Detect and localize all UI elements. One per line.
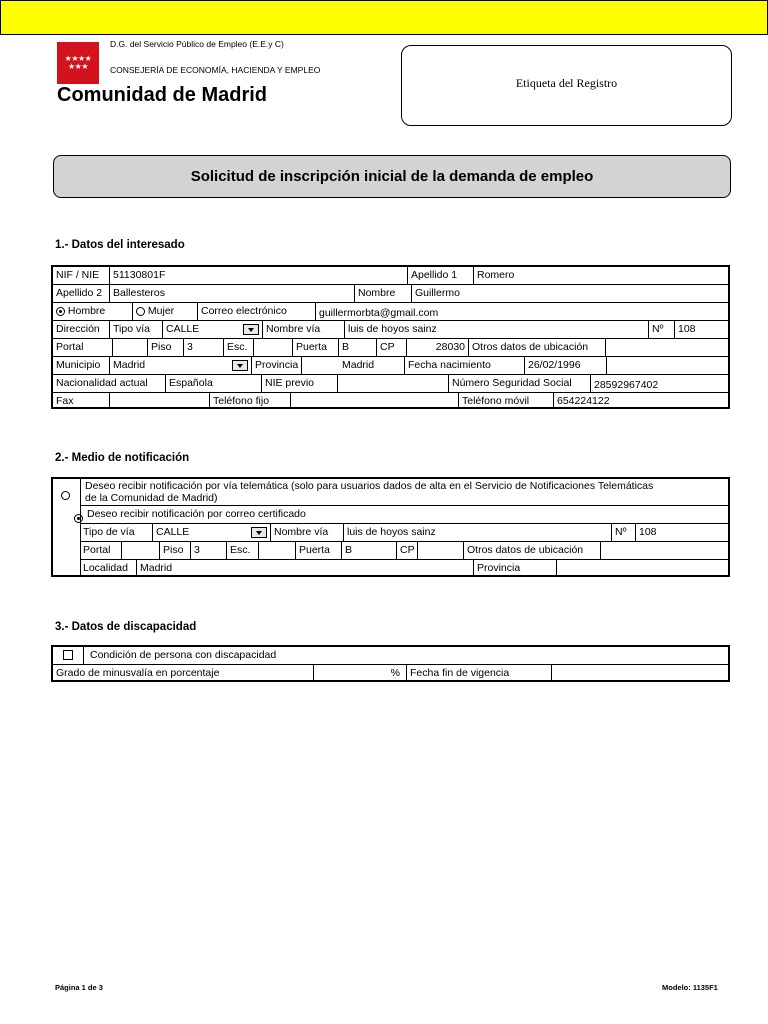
nss-field[interactable]: 28592967402: [594, 379, 659, 391]
n-otros-ubicacion-field[interactable]: [601, 542, 728, 559]
fecha-fin-label: Fecha fin de vigencia: [407, 665, 552, 682]
n-puerta-field[interactable]: B: [342, 542, 397, 559]
n-otros-ubicacion-label: Otros datos de ubicación: [464, 542, 601, 559]
fecha-nacimiento-field[interactable]: 26/02/1996: [525, 357, 607, 374]
grado-label: Grado de minusvalía en porcentaje: [53, 665, 314, 682]
puerta-field[interactable]: B: [339, 339, 377, 356]
telefono-fijo-label: Teléfono fijo: [210, 393, 291, 409]
telefono-movil-label: Teléfono móvil: [459, 393, 554, 409]
fecha-nacimiento-label: Fecha nacimiento: [405, 357, 525, 374]
telefono-movil-field[interactable]: 654224122: [557, 395, 610, 407]
section-1-title: 1.- Datos del interesado: [55, 239, 185, 251]
n-esc-label: Esc.: [227, 542, 259, 559]
hombre-radio[interactable]: [56, 307, 65, 316]
nie-previo-label: NIE previo: [262, 375, 338, 392]
portal-field[interactable]: [113, 339, 148, 356]
tipo-via-value: CALLE: [166, 323, 200, 335]
dropdown-arrow-icon[interactable]: [243, 324, 259, 335]
nombre-field[interactable]: Guillermo: [415, 287, 460, 299]
fax-label: Fax: [53, 393, 110, 409]
condicion-label: Condición de persona con discapacidad: [90, 649, 277, 661]
n-provincia-label: Provincia: [474, 560, 557, 577]
telefono-fijo-field[interactable]: [291, 393, 459, 409]
otros-ubicacion-label: Otros datos de ubicación: [469, 339, 606, 356]
piso-field[interactable]: 3: [184, 339, 224, 356]
empty-cell: [607, 357, 728, 374]
n-puerta-label: Puerta: [296, 542, 342, 559]
n-cp-field[interactable]: [418, 542, 464, 559]
dropdown-arrow-icon[interactable]: [232, 360, 248, 371]
fecha-fin-field[interactable]: [552, 665, 728, 682]
cp-label: CP: [377, 339, 407, 356]
hombre-label: Hombre: [67, 305, 106, 317]
form-title: Solicitud de inscripción inicial de la demanda de empleo: [53, 155, 731, 198]
registro-label: Etiqueta del Registro: [515, 76, 618, 90]
n-portal-label: Portal: [80, 542, 122, 559]
n-tipo-via-label: Tipo de vía: [80, 524, 153, 541]
apellido2-field[interactable]: Ballesteros: [110, 285, 355, 302]
cp-field[interactable]: 28030: [407, 339, 469, 356]
mujer-label: Mujer: [147, 305, 175, 317]
nacionalidad-label: Nacionalidad actual: [53, 375, 166, 392]
section-2-title: 2.- Medio de notificación: [55, 452, 190, 464]
comunidad-title: Comunidad de Madrid: [57, 84, 267, 106]
discapacidad-table: [51, 645, 730, 682]
apellido1-field[interactable]: Romero: [477, 269, 515, 281]
dg-label: D.G. del Servicio Público de Empleo (E.E.y C): [110, 39, 284, 49]
otros-ubicacion-field[interactable]: [606, 339, 728, 356]
notificacion-table: [51, 477, 730, 577]
provincia-label: Provincia: [252, 357, 302, 374]
apellido1-label: Apellido 1: [408, 267, 474, 284]
correo-certificado-text: Deseo recibir notificación por correo certificado: [87, 508, 306, 520]
datos-interesado-table: [51, 265, 730, 409]
correo-field[interactable]: guillermorbta@gmail.com: [319, 307, 439, 319]
discapacidad-checkbox-cell[interactable]: [53, 647, 84, 664]
nombre-label: Nombre: [355, 285, 412, 302]
direccion-label: Dirección: [53, 321, 110, 338]
nif-field[interactable]: 51130801F: [110, 267, 408, 284]
dropdown-arrow-icon[interactable]: [251, 527, 267, 538]
grado-field[interactable]: [314, 665, 407, 682]
page-number: Página 1 de 3: [55, 983, 103, 992]
n-localidad-field[interactable]: Madrid: [137, 560, 474, 577]
n-tipo-via-value: CALLE: [156, 526, 190, 538]
num-label: Nº: [649, 321, 675, 338]
n-nombre-via-field[interactable]: luis de hoyos sainz: [344, 524, 612, 541]
num-field[interactable]: 108: [678, 323, 696, 335]
top-yellow-bar: [0, 0, 768, 35]
municipio-label: Municipio: [53, 357, 110, 374]
municipio-value: Madrid: [113, 359, 146, 371]
nombre-via-field[interactable]: luis de hoyos sainz: [345, 321, 649, 338]
municipio-select[interactable]: [110, 357, 252, 374]
esc-field[interactable]: [254, 339, 293, 356]
percent-sign: %: [390, 667, 400, 679]
discapacidad-checkbox[interactable]: [63, 650, 73, 660]
tipo-via-select[interactable]: [163, 321, 263, 338]
telematica-text: Deseo recibir notificación por vía telemática (solo para usuarios dados de alta en el Servicio de Notificaciones Telemáticas: [85, 480, 654, 492]
consejeria-label: CONSEJERÍA DE ECONOMÍA, HACIENDA Y EMPLEO: [110, 65, 321, 75]
mujer-radio[interactable]: [136, 307, 145, 316]
nie-previo-field[interactable]: [338, 375, 449, 392]
nombre-via-label: Nombre vía: [263, 321, 345, 338]
nacionalidad-field[interactable]: Española: [166, 375, 262, 392]
piso-label: Piso: [148, 339, 184, 356]
telematica-option: [80, 479, 728, 505]
n-esc-field[interactable]: [259, 542, 296, 559]
apellido2-label: Apellido 2: [53, 285, 110, 302]
n-num-label: Nº: [612, 524, 636, 541]
n-provincia-field[interactable]: [557, 560, 728, 577]
portal-label: Portal: [53, 339, 113, 356]
fax-field[interactable]: [110, 393, 210, 409]
hombre-option[interactable]: [53, 303, 133, 320]
nif-label: NIF / NIE: [53, 267, 110, 284]
n-portal-field[interactable]: [122, 542, 160, 559]
madrid-logo: [57, 42, 99, 84]
n-localidad-label: Localidad: [80, 560, 137, 577]
n-piso-label: Piso: [160, 542, 191, 559]
n-num-field[interactable]: 108: [639, 526, 657, 538]
mujer-option[interactable]: [133, 303, 198, 320]
n-nombre-via-label: Nombre vía: [271, 524, 344, 541]
n-cp-label: CP: [397, 542, 418, 559]
nss-label: Número Seguridad Social: [449, 375, 591, 392]
registro-box: [401, 45, 732, 126]
logo-stars: ★★★★ ★★★: [64, 54, 92, 71]
section-3-title: 3.- Datos de discapacidad: [55, 621, 197, 633]
puerta-label: Puerta: [293, 339, 339, 356]
tipo-via-label: Tipo vía: [110, 321, 163, 338]
n-tipo-via-select[interactable]: [153, 524, 271, 541]
telematica-text-2: de la Comunidad de Madrid): [85, 492, 218, 504]
n-piso-field[interactable]: 3: [191, 542, 227, 559]
esc-label: Esc.: [224, 339, 254, 356]
modelo-label: Modelo: 1135F1: [662, 983, 718, 992]
provincia-field[interactable]: Madrid: [302, 357, 405, 374]
correo-label: Correo electrónico: [198, 303, 316, 320]
